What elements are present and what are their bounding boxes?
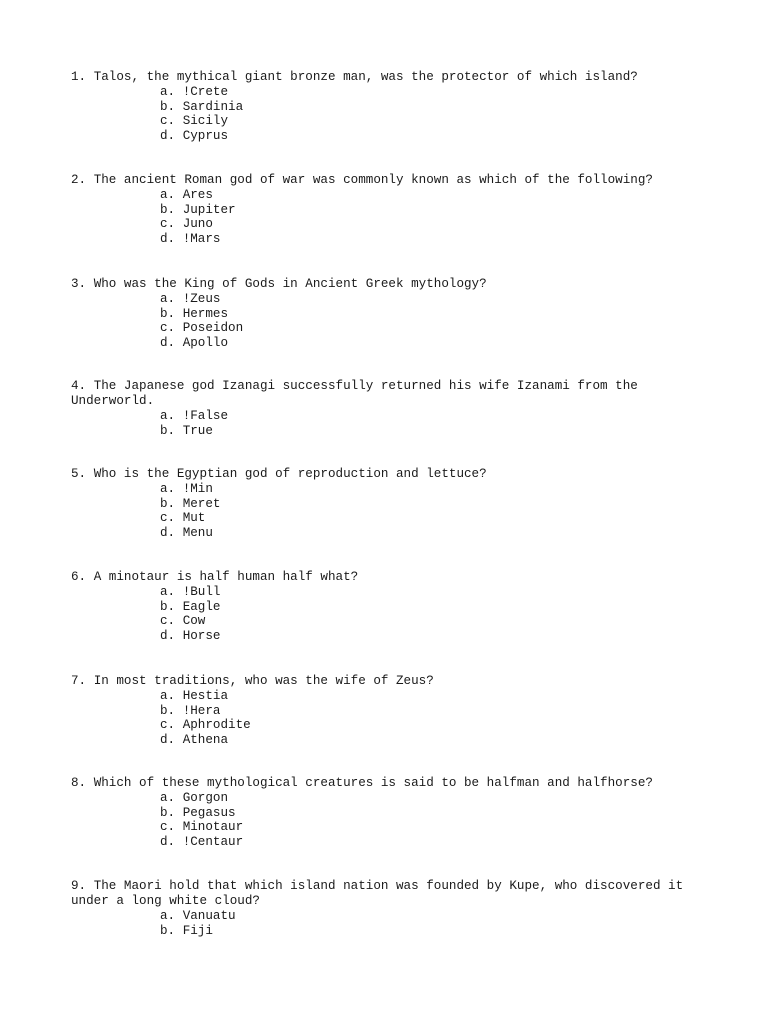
option-text: Cow xyxy=(182,614,206,629)
option-b xyxy=(71,307,487,322)
question-8 xyxy=(71,776,653,850)
option-b xyxy=(71,806,653,821)
option-letter: b. xyxy=(160,923,176,938)
option-text: Cyprus xyxy=(182,129,229,144)
option-text: !Hera xyxy=(182,703,221,718)
option-letter: c. xyxy=(160,321,176,336)
option-a xyxy=(71,292,487,307)
option-letter: b. xyxy=(160,805,176,820)
option-text: !Bull xyxy=(182,585,221,599)
option-letter: a. xyxy=(160,409,176,423)
question-4 xyxy=(71,379,691,438)
option-list xyxy=(71,689,434,748)
option-letter: a. xyxy=(160,585,176,599)
option-a xyxy=(71,188,653,203)
option-letter: d. xyxy=(160,232,176,247)
option-b xyxy=(71,424,691,439)
option-b xyxy=(71,497,487,512)
question-text: Who was the King of Gods in Ancient Greek mythology? xyxy=(93,277,487,291)
option-text: Hestia xyxy=(182,689,229,703)
option-letter: a. xyxy=(160,188,176,202)
question-text: Talos, the mythical giant bronze man, was the protector of which island? xyxy=(93,70,638,84)
question-number: 9. xyxy=(71,879,87,893)
option-a xyxy=(71,909,691,924)
option-text: Poseidon xyxy=(182,321,244,336)
option-text: Horse xyxy=(182,629,221,644)
option-a xyxy=(71,689,434,704)
option-letter: d. xyxy=(160,733,176,748)
question-6 xyxy=(71,570,358,644)
option-d xyxy=(71,232,653,247)
option-list xyxy=(71,188,653,247)
option-letter: c. xyxy=(160,511,176,526)
question-number: 6. xyxy=(71,570,87,584)
option-text: Aphrodite xyxy=(182,718,251,733)
option-c xyxy=(71,820,653,835)
option-letter: c. xyxy=(160,614,176,629)
option-text: !Mars xyxy=(182,232,221,247)
option-letter: a. xyxy=(160,909,176,923)
option-letter: a. xyxy=(160,791,176,805)
option-letter: b. xyxy=(160,202,176,217)
option-letter: d. xyxy=(160,129,176,144)
question-text: In most traditions, who was the wife of Zeus? xyxy=(93,674,434,688)
question-text: The Japanese god Izanagi successfully returned his wife Izanami from the Underworld. xyxy=(71,379,638,408)
option-letter: d. xyxy=(160,526,176,541)
option-c xyxy=(71,614,358,629)
question-number: 3. xyxy=(71,277,87,291)
option-text: Fiji xyxy=(182,923,213,938)
option-letter: b. xyxy=(160,99,176,114)
option-b xyxy=(71,100,638,115)
option-text: Menu xyxy=(182,526,213,541)
option-letter: b. xyxy=(160,306,176,321)
option-text: Mut xyxy=(182,511,206,526)
question-text: Who is the Egyptian god of reproduction and lettuce? xyxy=(93,467,487,481)
option-text: Ares xyxy=(182,188,213,202)
option-text: Hermes xyxy=(182,306,229,321)
option-letter: d. xyxy=(160,835,176,850)
question-number: 8. xyxy=(71,776,87,790)
option-d xyxy=(71,835,653,850)
question-3 xyxy=(71,277,487,351)
option-text: Gorgon xyxy=(182,791,229,805)
option-d xyxy=(71,129,638,144)
option-d xyxy=(71,526,487,541)
option-b xyxy=(71,924,691,939)
option-a xyxy=(71,482,487,497)
option-letter: c. xyxy=(160,114,176,129)
option-text: !Min xyxy=(182,482,213,496)
option-letter: b. xyxy=(160,423,176,438)
option-b xyxy=(71,704,434,719)
option-c xyxy=(71,114,638,129)
question-number: 4. xyxy=(71,379,87,393)
option-text: Eagle xyxy=(182,599,221,614)
option-b xyxy=(71,600,358,615)
option-c xyxy=(71,217,653,232)
option-letter: a. xyxy=(160,292,176,306)
question-1 xyxy=(71,70,638,144)
option-text: True xyxy=(182,423,213,438)
option-list xyxy=(71,292,487,351)
question-7 xyxy=(71,674,434,748)
option-b xyxy=(71,203,653,218)
question-number: 1. xyxy=(71,70,87,84)
question-number: 5. xyxy=(71,467,87,481)
option-list xyxy=(71,585,358,644)
option-letter: b. xyxy=(160,599,176,614)
option-d xyxy=(71,733,434,748)
option-text: Sicily xyxy=(182,114,229,129)
option-text: Pegasus xyxy=(182,805,236,820)
option-letter: c. xyxy=(160,718,176,733)
question-number: 2. xyxy=(71,173,87,187)
option-letter: b. xyxy=(160,496,176,511)
option-list xyxy=(71,85,638,144)
option-a xyxy=(71,791,653,806)
option-text: Apollo xyxy=(182,336,229,351)
option-text: Athena xyxy=(182,733,229,748)
option-d xyxy=(71,336,487,351)
question-text: The Maori hold that which island nation was founded by Kupe, who discovered it under a long white cloud? xyxy=(71,879,684,908)
option-letter: b. xyxy=(160,703,176,718)
option-letter: d. xyxy=(160,629,176,644)
option-text: Juno xyxy=(182,217,213,232)
option-letter: d. xyxy=(160,336,176,351)
option-text: !False xyxy=(182,409,229,423)
option-list xyxy=(71,482,487,541)
option-letter: a. xyxy=(160,85,176,99)
option-list xyxy=(71,791,653,850)
option-a xyxy=(71,85,638,100)
option-letter: c. xyxy=(160,217,176,232)
question-text: Which of these mythological creatures is said to be halfman and halfhorse? xyxy=(93,776,653,790)
option-text: Sardinia xyxy=(182,99,244,114)
option-text: !Centaur xyxy=(182,835,244,850)
option-d xyxy=(71,629,358,644)
option-c xyxy=(71,321,487,336)
option-c xyxy=(71,718,434,733)
option-list xyxy=(71,909,691,938)
option-text: Meret xyxy=(182,496,221,511)
question-text: The ancient Roman god of war was commonly known as which of the following? xyxy=(93,173,653,187)
option-a xyxy=(71,585,358,600)
option-letter: a. xyxy=(160,482,176,496)
option-text: Jupiter xyxy=(182,202,236,217)
question-5 xyxy=(71,467,487,541)
option-letter: c. xyxy=(160,820,176,835)
option-text: !Zeus xyxy=(182,292,221,306)
option-list xyxy=(71,409,691,438)
option-text: Vanuatu xyxy=(182,909,236,923)
question-9 xyxy=(71,879,691,938)
question-2 xyxy=(71,173,653,247)
question-number: 7. xyxy=(71,674,87,688)
option-letter: a. xyxy=(160,689,176,703)
option-text: !Crete xyxy=(182,85,229,99)
option-a xyxy=(71,409,691,424)
question-text: A minotaur is half human half what? xyxy=(93,570,359,584)
option-text: Minotaur xyxy=(182,820,244,835)
option-c xyxy=(71,511,487,526)
